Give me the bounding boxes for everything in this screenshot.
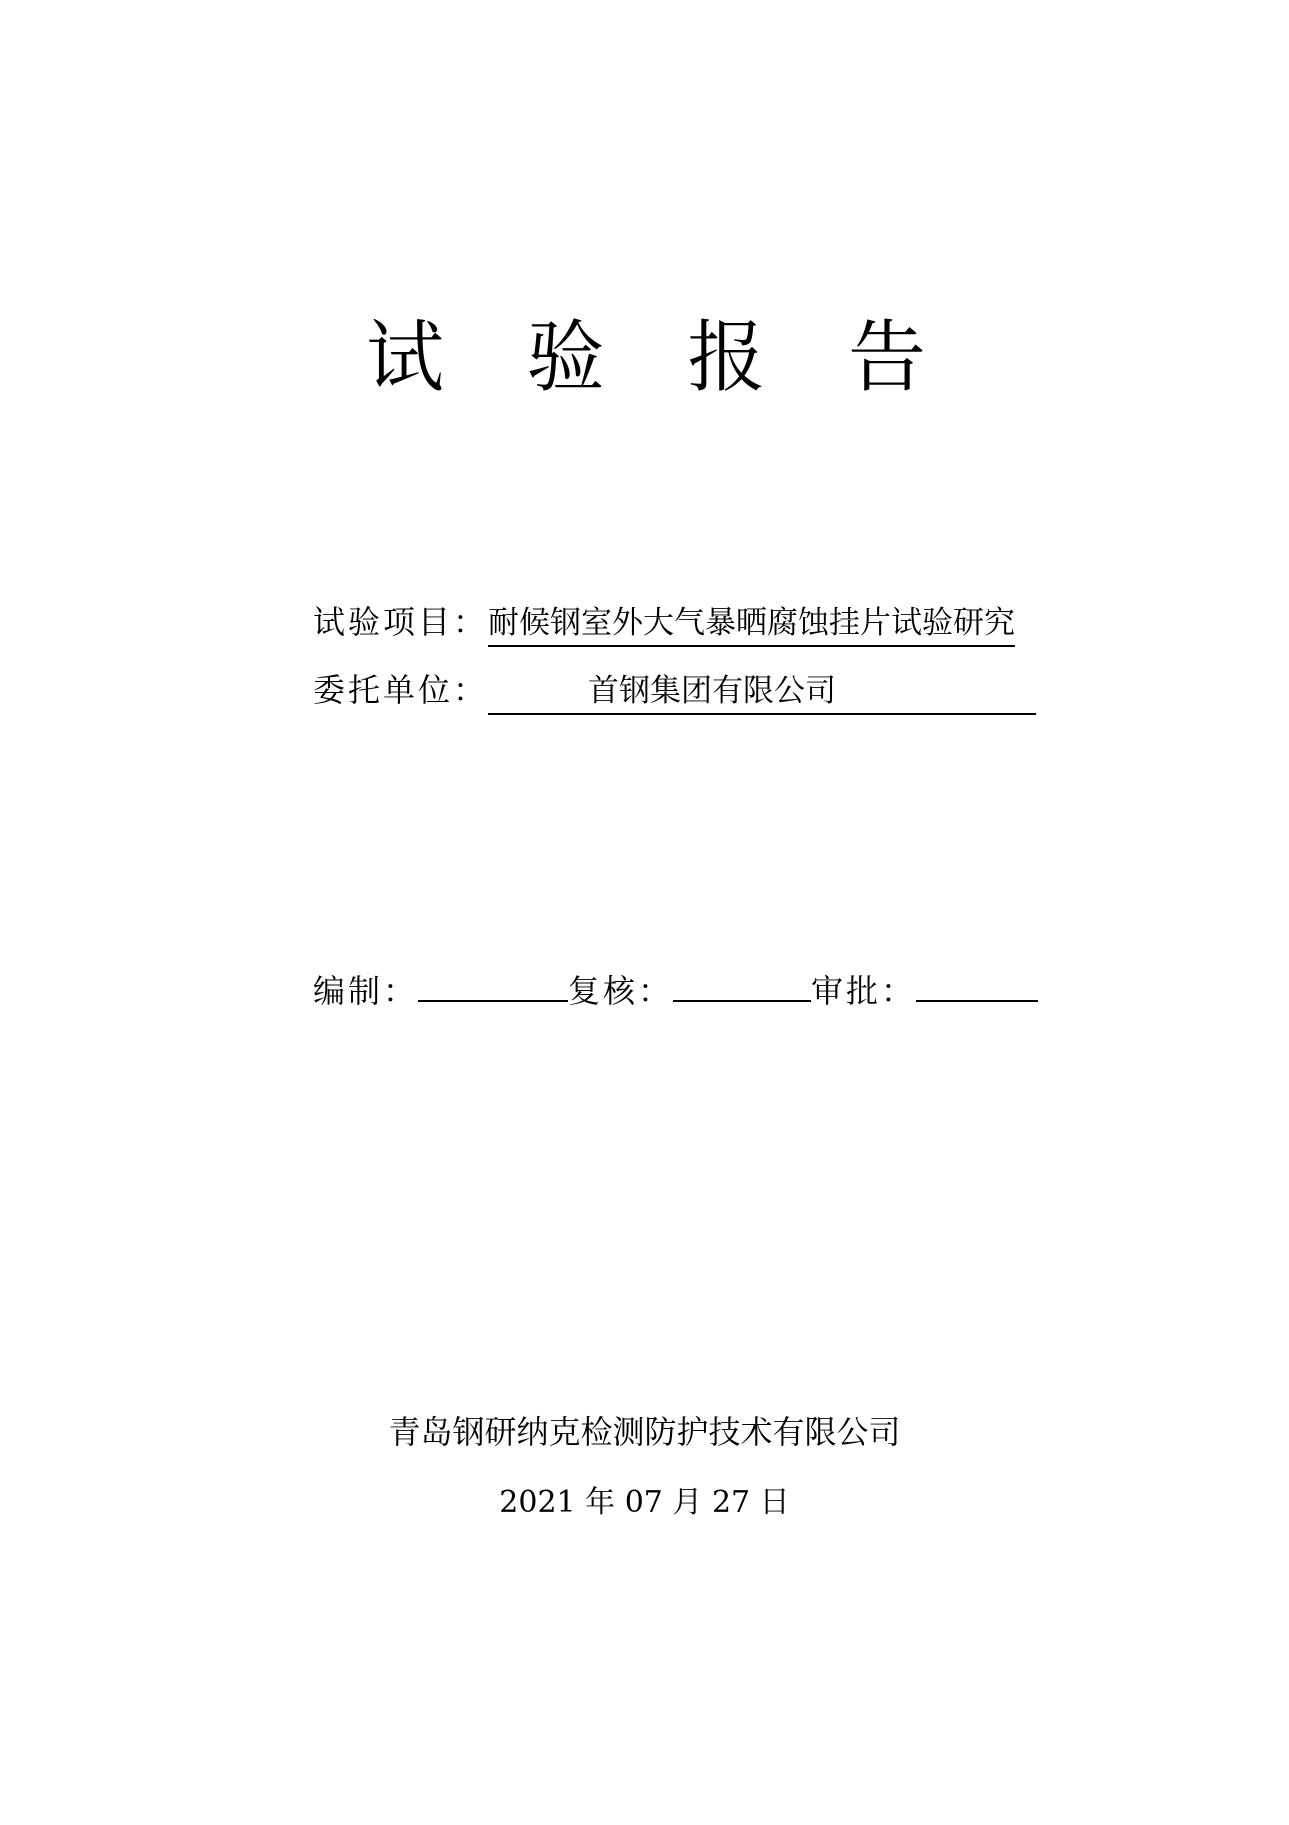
title-char-2: 验 (526, 313, 605, 403)
report-date: 2021 年 07 月 27 日 (499, 1485, 790, 1520)
project-label: 试验项目： (313, 603, 489, 641)
compile-label: 编制： (313, 972, 419, 1010)
issuing-company: 青岛钢研纳克检测防护技术有限公司 (388, 1413, 901, 1451)
title-char-4: 告 (847, 313, 926, 403)
approve-signature-line (916, 966, 1038, 1002)
title-char-3: 报 (687, 313, 766, 403)
client-label: 委托单位： (313, 671, 489, 709)
compile-signature-line (418, 966, 568, 1002)
review-label: 复核： (568, 972, 674, 1010)
client-field (313, 671, 1036, 715)
client-value: 首钢集团有限公司 (588, 673, 837, 709)
client-value-line (488, 674, 1036, 715)
review-signature-line (673, 966, 811, 1002)
report-title (366, 308, 926, 408)
signature-row (313, 966, 1038, 1010)
title-char-1: 试 (366, 313, 445, 403)
project-field (313, 603, 1016, 647)
approve-label: 审批： (811, 972, 917, 1010)
project-value: 耐候钢室外大气暴晒腐蚀挂片试验研究 (488, 608, 1015, 647)
